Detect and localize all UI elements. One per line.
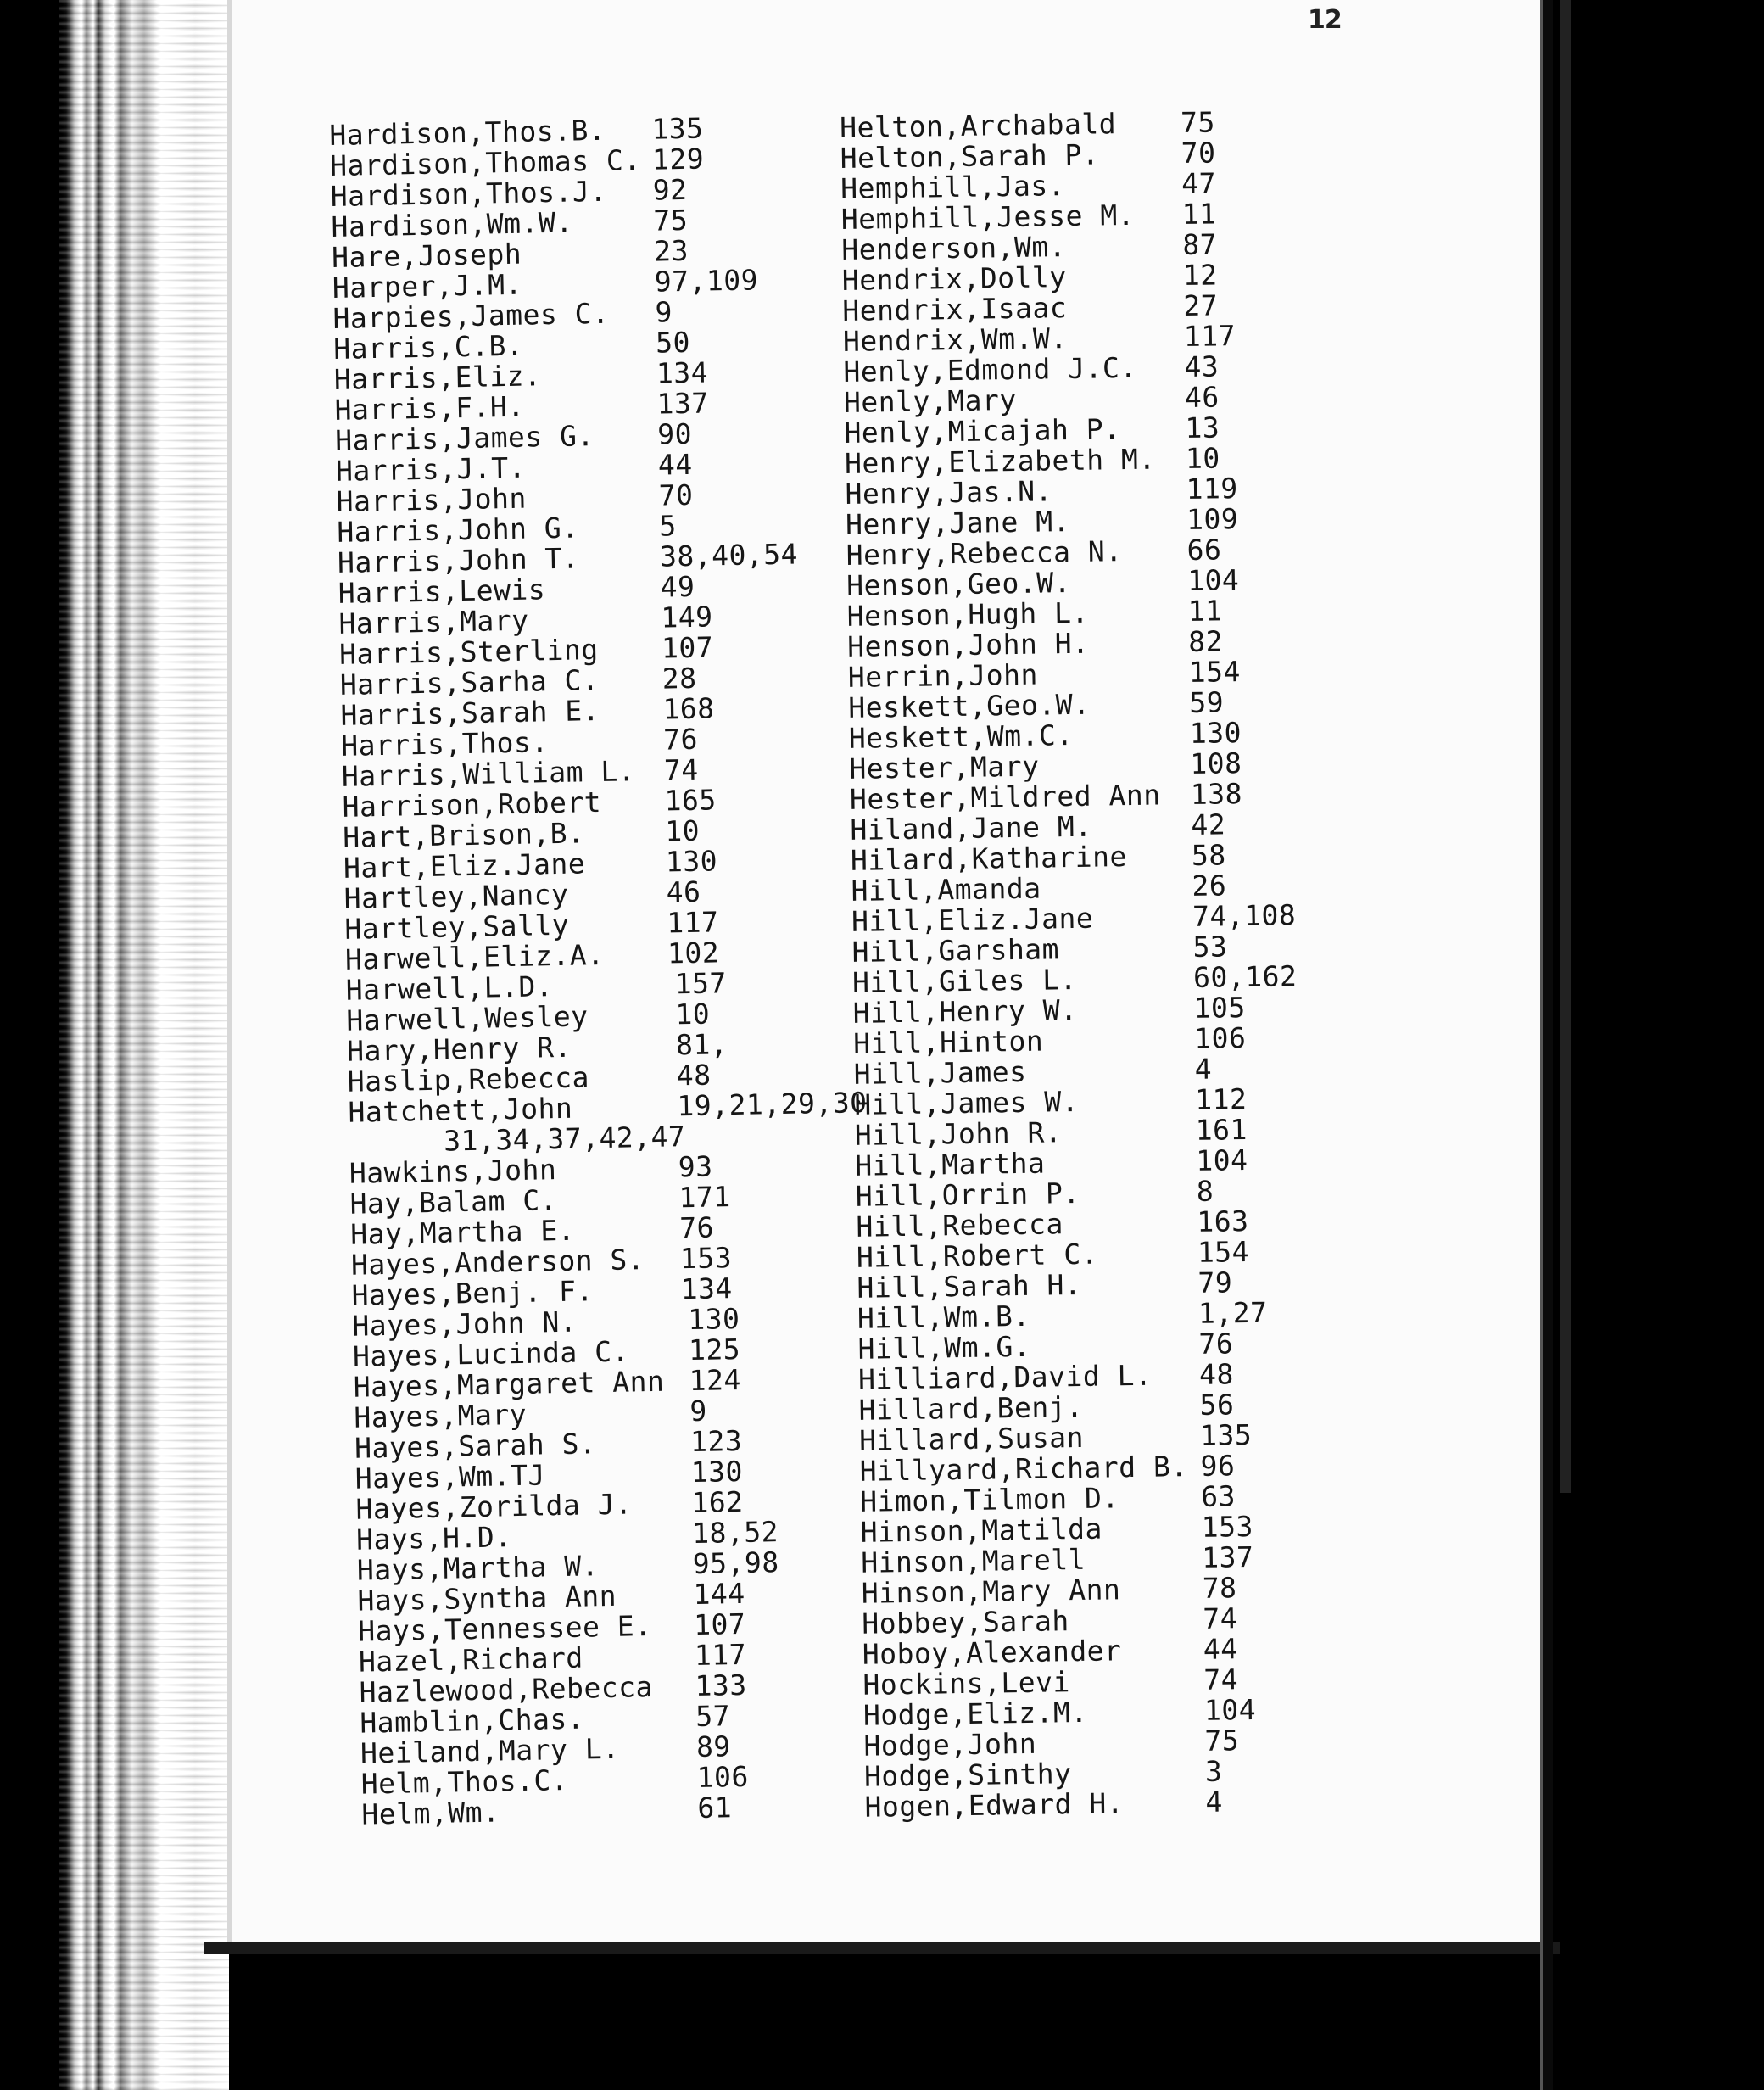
entry-pages: 53 [1192, 930, 1228, 964]
entry-name: Hogen,Edward H. [864, 1786, 1125, 1824]
entry-pages: 106 [1193, 1021, 1247, 1055]
entry-name: Henly,Edmond J.C. [843, 350, 1137, 388]
entry-pages: 117 [694, 1637, 747, 1673]
entry-name: Hill,Amanda [851, 871, 1041, 908]
entry-name: Hill,Robert C. [856, 1237, 1099, 1274]
entry-pages: 134 [680, 1271, 734, 1306]
entry-pages: 119 [1186, 472, 1238, 506]
entry-pages: 58 [1191, 838, 1226, 872]
entry-name: Helm,Thos.C. [360, 1763, 569, 1801]
entry-name: Hillard,Benj. [858, 1389, 1084, 1427]
entry-pages: 43 [1184, 349, 1220, 384]
entry-name: Hill,Sarah H. [857, 1267, 1082, 1305]
entry-name: Haslip,Rebecca [347, 1060, 590, 1098]
entry-name: Hobbey,Sarah [862, 1604, 1070, 1640]
entry-pages: 48 [676, 1058, 712, 1092]
entry-pages: 130 [1189, 716, 1242, 750]
entry-pages: 61 [696, 1791, 733, 1825]
entry-pages: 149 [661, 600, 713, 634]
entry-pages: 105 [1193, 991, 1247, 1025]
entry-name: Herrin,John [847, 657, 1039, 694]
entry-pages: 75 [1180, 105, 1216, 140]
entry-name: Harris,Thos. [340, 725, 549, 763]
entry-pages: 56 [1199, 1388, 1235, 1422]
entry-pages: 109 [1186, 502, 1239, 536]
entry-pages: 50 [655, 325, 691, 360]
entry-pages: 76 [678, 1210, 715, 1245]
entry-name: Hill,Henry W. [852, 992, 1078, 1030]
entry-name: Hinson,Marell [860, 1542, 1086, 1579]
entry-name: Hays,H.D. [355, 1520, 512, 1556]
entry-name: Hazel,Richard [358, 1640, 584, 1679]
entry-name: Hary,Henry R. [346, 1030, 572, 1068]
entry-name: Hilard,Katharine [850, 840, 1128, 877]
entry-pages: 9 [689, 1394, 708, 1428]
entry-pages: 11 [1187, 594, 1223, 628]
entry-name: Hillard,Susan [858, 1420, 1085, 1457]
entry-pages: 70 [1181, 136, 1216, 170]
entry-name: Hay,Martha E. [349, 1213, 576, 1251]
entry-pages: 60,162 [1192, 959, 1298, 994]
entry-name: Hayes,Sarah S. [354, 1427, 597, 1465]
entry-pages: 3 [1204, 1754, 1223, 1788]
page-spine-strip [1560, 0, 1571, 1493]
entry-name: Henson,Hugh L. [846, 595, 1090, 633]
entry-name: Hill,Eliz.Jane [851, 901, 1094, 938]
entry-pages: 46 [666, 875, 701, 909]
entry-pages: 76 [1198, 1327, 1234, 1361]
page-number: 12 [1308, 5, 1342, 35]
entry-name: Helton,Sarah P. [840, 137, 1100, 175]
entry-pages: 10 [664, 813, 701, 848]
entry-name: Harwell,Eliz.A. [344, 937, 605, 976]
entry-name: Hays,Martha W. [356, 1549, 600, 1587]
entry-name: Helton,Archabald [839, 107, 1117, 144]
entry-pages: 92 [652, 172, 688, 207]
entry-pages: 42 [1191, 808, 1226, 841]
entry-name: 31,34,37,42,47 [443, 1120, 686, 1158]
entry-name: Henry,Jas.N. [845, 474, 1053, 511]
entry-pages: 138 [1190, 777, 1243, 811]
entry-name: Harrison,Robert [342, 785, 602, 824]
entry-pages: 107 [693, 1607, 746, 1642]
page-bottom-shadow [204, 1942, 1560, 1954]
entry-name: Hart,Brison,B. [342, 816, 585, 854]
entry-pages: 108 [1190, 746, 1242, 780]
entry-name: Hayes,John N. [351, 1305, 578, 1343]
entry-name: Hayes,Benj. F. [351, 1274, 595, 1312]
entry-pages: 1,27 [1197, 1295, 1268, 1330]
entry-pages: 75 [1204, 1724, 1240, 1758]
page-right-border [1540, 0, 1553, 2090]
entry-pages: 157 [674, 966, 728, 1001]
entry-name: Harris,William L. [341, 754, 636, 793]
entry-name: Henderson,Wm. [841, 230, 1067, 266]
entry-name: Hinson,Matilda [860, 1512, 1103, 1549]
entry-pages: 112 [1194, 1082, 1248, 1116]
entry-name: Henry,Rebecca N. [846, 534, 1123, 572]
entry-pages: 93 [678, 1149, 713, 1184]
entry-name: Henson,Geo.W. [846, 566, 1072, 602]
entry-pages: 47 [1181, 166, 1217, 201]
entry-pages: 107 [661, 630, 714, 665]
entry-name: Hoboy,Alexander [862, 1634, 1122, 1671]
entry-pages: 12 [1182, 258, 1218, 293]
entry-name: Harris,James G. [334, 419, 595, 457]
entry-name: Hiland,Jane M. [850, 809, 1092, 847]
entry-pages: 129 [651, 142, 705, 176]
entry-pages: 87 [1181, 227, 1218, 262]
entry-pages: 137 [1201, 1540, 1254, 1574]
entry-name: Hill,Hinton [852, 1024, 1044, 1060]
entry-name: Hardison,Thos.J. [330, 174, 607, 213]
entry-name: Hill,John R. [854, 1115, 1063, 1152]
entry-name: Hayes,Zorilda J. [355, 1487, 633, 1526]
entry-pages: 95,98 [692, 1545, 780, 1581]
entry-pages: 102 [667, 936, 720, 970]
entry-name: Hemphill,Jesse M. [840, 198, 1136, 236]
entry-name: Hardison,Wm.W. [331, 205, 573, 243]
entry-name: Hendrix,Dolly [841, 260, 1067, 297]
entry-name: Hartley,Nancy [343, 877, 569, 915]
entry-name: Harwell,L.D. [345, 970, 554, 1007]
entry-name: Harris,Mary [338, 603, 529, 640]
entry-name: Himon,Tilmon D. [859, 1481, 1119, 1518]
entry-name: Hilliard,David L. [857, 1358, 1153, 1396]
entry-pages: 154 [1188, 655, 1242, 689]
entry-name: Hill,Rebecca [856, 1207, 1064, 1243]
entry-pages: 90 [656, 416, 693, 451]
entry-name: Hill,James [853, 1054, 1027, 1091]
entry-pages: 75 [653, 203, 689, 238]
entry-pages: 74 [1203, 1662, 1239, 1696]
entry-name: Hill,Martha [855, 1146, 1046, 1182]
entry-pages: 117 [666, 905, 719, 940]
entry-pages: 117 [1183, 319, 1236, 354]
entry-pages: 27 [1183, 288, 1219, 323]
entry-name: Hill,James W. [853, 1084, 1080, 1121]
entry-name: Hayes,Anderson S. [350, 1243, 645, 1282]
entry-pages: 23 [653, 233, 689, 268]
entry-name: Hare,Joseph [331, 237, 522, 274]
entry-pages: 163 [1197, 1204, 1249, 1238]
entry-pages: 74 [1203, 1601, 1238, 1635]
entry-name: Hay,Balam C. [349, 1183, 558, 1221]
entry-name: Heskett,Geo.W. [848, 687, 1091, 724]
entry-pages: 18,52 [691, 1515, 779, 1551]
entry-pages: 168 [662, 691, 715, 726]
entry-name: Hill,Wm.B. [857, 1299, 1030, 1335]
entry-pages: 130 [690, 1454, 744, 1489]
entry-pages: 46 [1184, 380, 1220, 414]
entry-name: Henson,John H. [846, 626, 1090, 663]
entry-pages: 125 [688, 1332, 741, 1367]
entry-pages: 11 [1181, 197, 1217, 232]
entry-pages: 81, [675, 1027, 728, 1062]
entry-name: Hayes,Wm.TJ [354, 1458, 546, 1495]
entry-pages: 154 [1197, 1234, 1250, 1269]
entry-pages: 162 [691, 1484, 744, 1520]
entry-name: Harwell,Wesley [346, 999, 589, 1037]
entry-name: Hester,Mary [849, 749, 1040, 785]
entry-pages: 153 [679, 1241, 733, 1276]
entry-name: Harris,John T. [337, 541, 580, 579]
entry-pages: 59 [1188, 685, 1225, 719]
entry-name: Harris,C.B. [332, 328, 524, 366]
entry-name: Heiland,Mary L. [360, 1731, 620, 1770]
entry-pages: 13 [1185, 411, 1220, 444]
entry-pages: 130 [665, 844, 718, 879]
entry-pages: 44 [657, 447, 694, 482]
entry-pages: 49 [660, 569, 695, 604]
entry-name: Hodge,Sinthy [863, 1757, 1072, 1793]
entry-name: Henry,Elizabeth M. [844, 442, 1156, 480]
entry-pages: 97,109 [654, 263, 759, 299]
entry-name: Harris,John [336, 481, 528, 518]
entry-pages: 28 [662, 661, 697, 696]
entry-pages: 144 [693, 1576, 745, 1612]
entry-pages: 106 [696, 1759, 750, 1795]
entry-pages: 135 [1199, 1417, 1253, 1452]
entry-name: Hayes,Margaret Ann [353, 1364, 665, 1404]
entry-name: Hemphill,Jas. [840, 169, 1066, 205]
entry-pages: 153 [1201, 1509, 1254, 1544]
entry-pages: 165 [664, 783, 717, 818]
entry-name: Hockins,Levi [862, 1665, 1071, 1702]
entry-pages: 104 [1186, 563, 1240, 597]
entry-name: Hazlewood,Rebecca [359, 1670, 654, 1709]
entry-name: Hatchett,John [348, 1091, 573, 1129]
entry-pages: 135 [650, 111, 704, 146]
entry-pages: 96 [1200, 1449, 1236, 1483]
entry-name: Harper,J.M. [332, 267, 523, 305]
right-index-column [840, 103, 1476, 1822]
entry-pages: 8 [1196, 1174, 1214, 1208]
entry-name: Harris,Sarah E. [340, 694, 600, 732]
entry-pages: 4 [1205, 1785, 1224, 1819]
entry-pages: 57 [695, 1699, 731, 1734]
entry-name: Hill,Garsham [851, 932, 1060, 969]
entry-pages: 171 [678, 1180, 732, 1215]
entry-name: Heskett,Wm.C. [848, 718, 1074, 755]
entry-name: Hester,Mildred Ann [849, 778, 1161, 816]
entry-name: Hays,Syntha Ann [357, 1579, 617, 1618]
book-binding-edge [59, 0, 229, 2090]
entry-pages: 10 [1185, 441, 1221, 475]
entry-pages: 82 [1187, 624, 1224, 658]
entry-pages: 130 [687, 1301, 740, 1337]
entry-name: Harris,Sarha C. [339, 663, 600, 701]
entry-name: Harris,J.T. [335, 450, 527, 488]
entry-pages: 134 [656, 355, 709, 390]
entry-name: Hodge,John [863, 1726, 1037, 1763]
entry-name: Hayes,Lucinda C. [352, 1334, 630, 1373]
entry-pages: 70 [658, 478, 694, 512]
entry-name: Harris,Eliz. [333, 359, 542, 396]
entry-pages: 63 [1200, 1479, 1236, 1513]
entry-name: Harris,John G. [337, 511, 579, 549]
entry-pages: 26 [1192, 869, 1227, 902]
entry-name: Hawkins,John [349, 1153, 557, 1190]
entry-pages: 79 [1197, 1266, 1233, 1299]
entry-name: Harris,F.H. [334, 389, 526, 427]
entry-name: Hillyard,Richard B. [859, 1450, 1188, 1488]
entry-name: Henly,Mary [843, 383, 1017, 419]
entry-pages: 66 [1186, 533, 1222, 567]
entry-name: Hays,Tennessee E. [357, 1609, 652, 1648]
entry-pages: 74,108 [1192, 898, 1297, 933]
entry-pages: 10 [675, 997, 711, 1031]
entry-name: Harris,Sterling [338, 633, 599, 671]
entry-pages: 76 [662, 722, 699, 757]
entry-pages: 38,40,54 [659, 537, 799, 573]
entry-name: Hardison,Thomas C. [329, 142, 642, 182]
entry-pages: 4 [1194, 1052, 1213, 1086]
entry-pages: 19,21,29,30 [677, 1086, 868, 1123]
entry-pages: 9 [655, 295, 673, 329]
entry-name: Hill,Giles L. [851, 962, 1078, 999]
entry-name: Hodge,Eliz.M. [862, 1695, 1088, 1732]
entry-name: Hinson,Mary Ann [861, 1573, 1121, 1610]
entry-pages: 74 [663, 752, 699, 787]
entry-name: Henly,Micajah P. [844, 412, 1121, 450]
entry-pages: 48 [1198, 1357, 1235, 1391]
entry-name: Hill,Wm.G. [857, 1329, 1031, 1366]
entry-pages: 5 [658, 509, 678, 543]
entry-pages: 161 [1195, 1112, 1248, 1147]
entry-pages: 133 [695, 1668, 748, 1703]
entry-name: Harris,Lewis [338, 573, 546, 610]
entry-pages: 104 [1196, 1143, 1248, 1177]
entry-pages: 124 [689, 1362, 742, 1398]
entry-pages: 78 [1202, 1571, 1237, 1605]
entry-name: Hardison,Thos.B. [329, 113, 606, 152]
entry-name: Hendrix,Isaac [842, 291, 1068, 327]
entry-pages: 137 [656, 386, 710, 421]
entry-pages: 89 [695, 1730, 732, 1764]
entry-pages: 123 [689, 1423, 743, 1459]
entry-name: Hartley,Sally [344, 908, 570, 946]
entry-name: Helm,Wm. [361, 1795, 500, 1831]
entry-pages: 44 [1203, 1632, 1238, 1666]
entry-name: Hill,Orrin P. [855, 1176, 1080, 1213]
entry-name: Henry,Jane M. [845, 505, 1071, 541]
entry-name: Hart,Eliz.Jane [343, 847, 586, 885]
entry-name: Harpies,James C. [332, 296, 610, 335]
entry-pages: 104 [1203, 1692, 1257, 1727]
entry-name: Hamblin,Chas. [359, 1702, 585, 1740]
entry-name: Hendrix,Wm.W. [842, 321, 1068, 358]
entry-name: Hayes,Mary [354, 1397, 528, 1434]
